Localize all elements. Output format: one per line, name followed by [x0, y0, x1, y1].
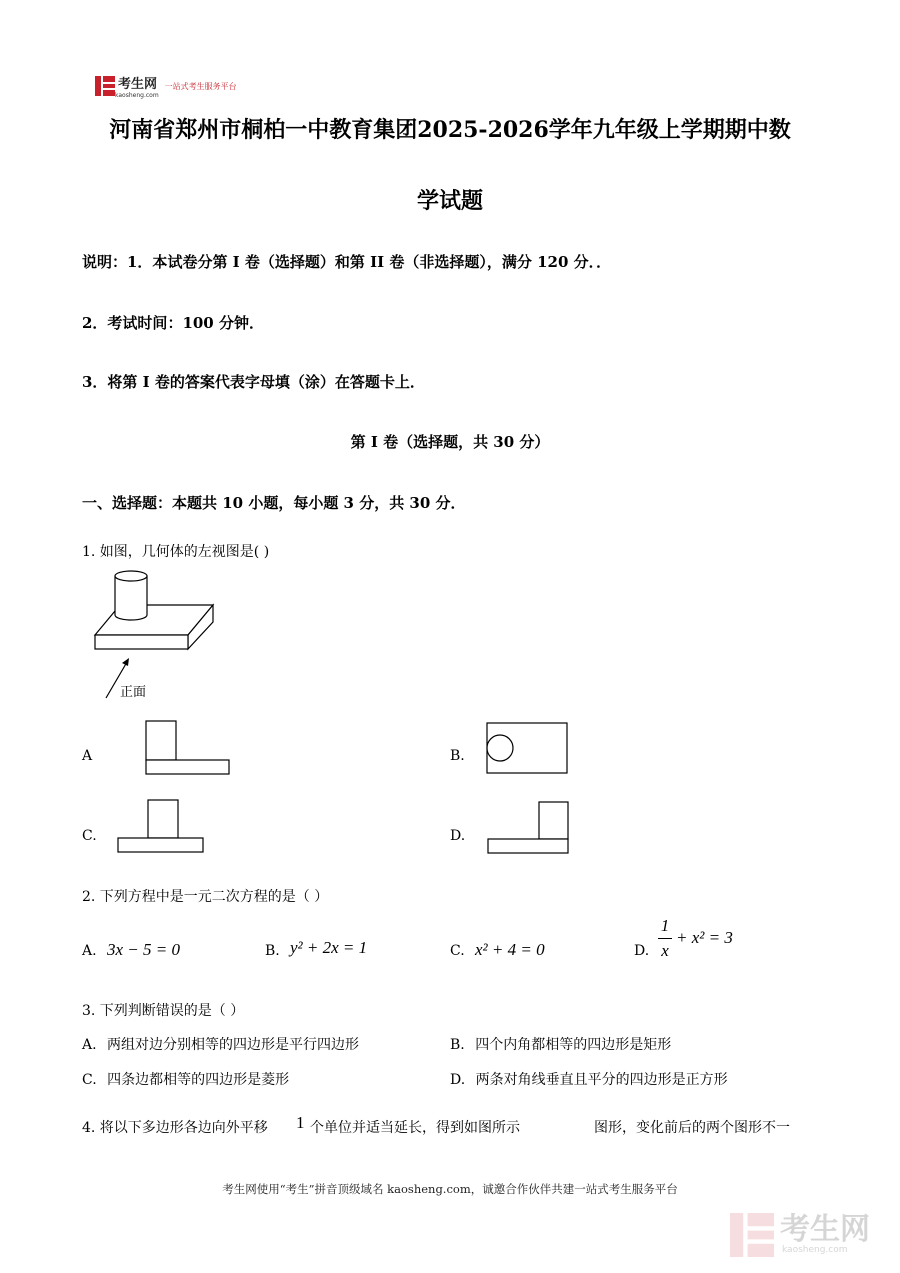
q3-option-d[interactable]	[450, 1069, 728, 1089]
q2-option-a-label[interactable]: A.	[82, 943, 97, 959]
q3-option-b-text: 四个内角都相等的四边形是矩形	[475, 1037, 672, 1053]
q1-option-a-figure[interactable]	[140, 718, 235, 778]
page-title-line2: 学试题	[416, 188, 483, 214]
part-title: 一、选择题：本题共 10 小题，每小题 3 分，共 30 分．	[82, 494, 466, 512]
q3-option-d-text: 两条对角线垂直且平分的四边形是正方形	[475, 1072, 728, 1088]
q2-option-b-label[interactable]: B.	[265, 943, 280, 959]
instruction-1: 说明：1．本试卷分第 I 卷（选择题）和第 II 卷（非选择题），满分 120 分．．	[82, 253, 612, 271]
q3-option-d-label: D.	[450, 1072, 466, 1088]
q3-option-c-label: C.	[82, 1072, 97, 1088]
q1-option-c-figure[interactable]	[113, 795, 208, 857]
q1-option-d-label[interactable]: D.	[450, 828, 466, 844]
q2-option-a-equation[interactable]: 3x − 5 = 0	[107, 940, 180, 959]
q4-stem-part1: 4. 将以下多边形各边向外平移	[82, 1120, 268, 1136]
q2-option-b-equation[interactable]: y² + 2x = 1	[290, 938, 368, 957]
section-title: 第 I 卷（选择题，共 30 分）	[350, 433, 550, 451]
q4-stem-part2: 个单位并适当延长，得到如图所示	[310, 1120, 520, 1136]
q3-option-a-label: A.	[82, 1037, 97, 1053]
q1-option-b-figure[interactable]	[482, 718, 572, 778]
instruction-2: 2．考试时间：100 分钟．	[82, 314, 264, 332]
q3-option-a-text: 两组对边分别相等的四边形是平行四边形	[107, 1037, 360, 1053]
q3-option-c-text: 四条边都相等的四边形是菱形	[107, 1072, 290, 1088]
instruction-3: 3．将第 I 卷的答案代表字母填（涂）在答题卡上．	[82, 373, 425, 391]
q1-solid-figure	[90, 565, 220, 705]
header-logo	[95, 73, 237, 99]
q4-stem-part3: 图形，变化前后的两个图形不一	[594, 1120, 790, 1136]
q2-option-d-label[interactable]: D.	[634, 943, 650, 959]
q3-option-c[interactable]	[82, 1069, 289, 1089]
q3-option-b-label: B.	[450, 1037, 465, 1053]
q2-option-d-numerator: 1	[660, 916, 670, 935]
page-footer: 考生网使用“考生”拼音顶级域名 kaosheng.com，诚邀合作伙伴共建一站式考生服务平台	[222, 1182, 678, 1196]
watermark-logo-icon	[730, 1213, 774, 1257]
logo-domain: kaosheng.com	[115, 92, 159, 99]
logo-name: 考生网	[118, 77, 158, 92]
watermark-domain: kaosheng.com	[782, 1245, 848, 1255]
q1-option-c-label[interactable]: C.	[82, 828, 97, 844]
q1-option-b-label[interactable]: B.	[450, 748, 465, 764]
q2-option-d-rest[interactable]: + x² = 3	[676, 928, 733, 947]
fraction-bar	[658, 938, 672, 939]
q1-front-label: 正面	[120, 685, 147, 700]
logo-slogan: 一站式考生服务平台	[164, 81, 237, 91]
q1-option-a-label[interactable]: A	[82, 748, 93, 764]
q1-option-d-figure[interactable]	[483, 797, 573, 857]
q1-stem: 1. 如图，几何体的左视图是( )	[82, 544, 270, 560]
q2-option-d-denominator: x	[661, 941, 669, 960]
q3-stem: 3. 下列判断错误的是（ ）	[82, 1003, 245, 1019]
q2-stem: 2. 下列方程中是一元二次方程的是（ ）	[82, 889, 329, 905]
page-title-line1: 河南省郑州市桐柏一中教育集团2025-2026学年九年级上学期期中数	[109, 117, 791, 143]
q2-option-c-equation[interactable]: x² + 4 = 0	[475, 940, 545, 959]
watermark-text: 考生网	[780, 1212, 870, 1247]
q4-stem-number: 1	[296, 1113, 305, 1132]
watermark	[730, 1213, 870, 1257]
q2-option-c-label[interactable]: C.	[450, 943, 465, 959]
q3-option-b[interactable]	[450, 1034, 671, 1054]
q3-option-a[interactable]	[82, 1034, 359, 1054]
kaosheng-logo-icon	[95, 76, 115, 96]
